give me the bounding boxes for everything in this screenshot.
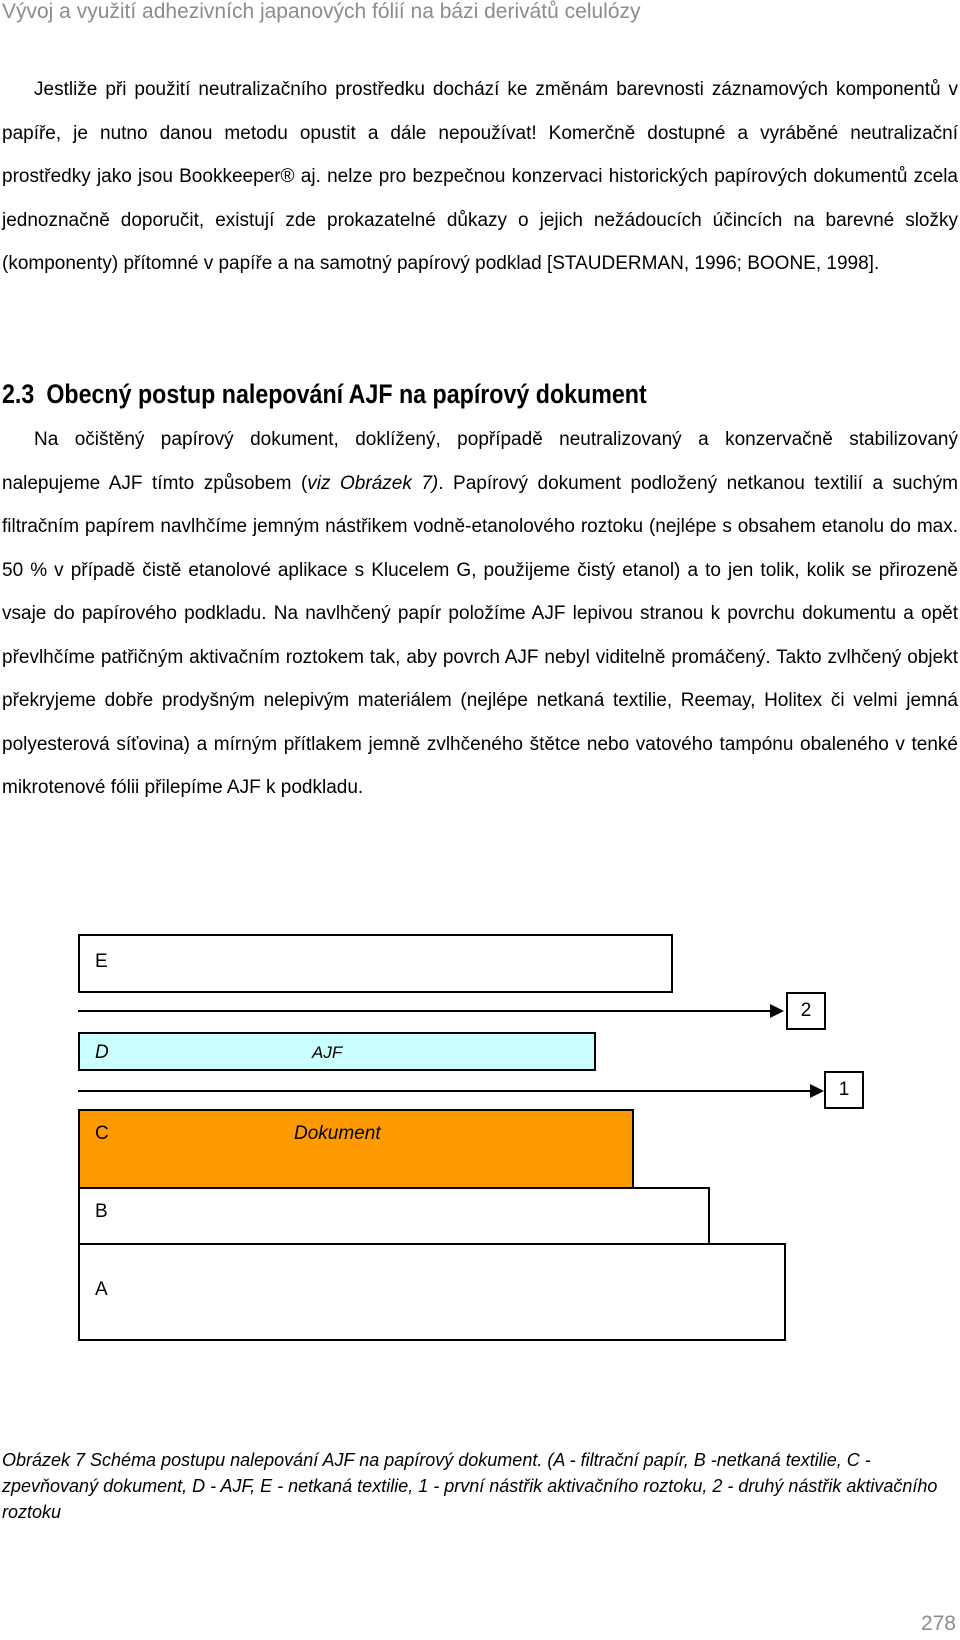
spray-arrow-1-head: [810, 1084, 824, 1098]
layer-b-letter: B: [95, 1201, 108, 1222]
paragraph-procedure: [2, 418, 958, 810]
layer-c-letter: C: [95, 1123, 109, 1144]
layer-c-name: Dokument: [294, 1123, 381, 1144]
spray-arrow-2-head: [770, 1004, 784, 1018]
spray-arrow-2-line: [78, 1010, 770, 1012]
layer-a-filter-paper: [78, 1243, 786, 1341]
layer-d-name: AJF: [312, 1043, 343, 1062]
step-1-box: 1: [824, 1071, 864, 1109]
section-heading: [2, 375, 647, 413]
layer-b-nonwoven: [78, 1187, 710, 1245]
page-number: 278: [920, 1612, 956, 1635]
section-number: 2.3: [2, 379, 35, 409]
procedure-text-rest: . Papírový dokument podložený netkanou textilií a suchým filtračním papírem navlhčíme jemným nástřikem vodně-etanolového roztoku (nejlépe s obsahem etanolu do max. 50 % v případě čistě etanolové aplikace s Klucelem G, použijeme čistý etanol) a to jen tolik, kolik se přirozeně vsaje do papírového podkladu. Na navlhčený papír položíme AJF lepivou stranou k povrchu dokumentu a opět převlhčíme patřičným aktivačním roztokem tak, aby povrch AJF nebyl viditelně promáčený. Takto zvlhčený objekt překryjeme dobře prodyšným nelepivým materiálem (nejlépe netkaná textilie, Reemay, Holitex či velmi jemná polyesterová síťovina) a mírným přítlakem jemně zvlhčeného štětce nebo vatového tampónu obaleného v tenké mikrotenové fólii přilepíme AJF k podkladu.: [2, 472, 958, 798]
layer-e-letter: E: [95, 951, 108, 972]
step-2-box: 2: [786, 992, 826, 1030]
layer-a-letter: A: [95, 1279, 108, 1300]
layer-d-letter: D: [95, 1042, 109, 1063]
figure-caption: Obrázek 7 Schéma postupu nalepování AJF na papírový dokument. (A - filtrační papír, B -netkaná textilie, C - zpevňovaný dokument, D - AJF, E - netkaná textilie, 1 - první nástřik aktivačního roztoku, 2 - druhý nástřik aktivačního roztoku: [2, 1450, 938, 1522]
layer-d-ajf: [78, 1032, 596, 1071]
layer-diagram: [0, 925, 960, 1355]
paragraph-neutralization: Jestliže při použití neutralizačního prostředku dochází ke změnám barevnosti záznamových komponentů v papíře, je nutno danou metodu opustit a dále nepoužívat! Komerčně dostupné a vyráběné neutralizační prostředky jako jsou Bookkeeper® aj. nelze pro bezpečnou konzervaci historických papírových dokumentů zcela jednoznačně doporučit, existují zde prokazatelné důkazy o jejich nežádoucích účincích na barevné složky (komponenty) přítomné v papíře a na samotný papírový podklad [STAUDERMAN, 1996; BOONE, 1998].: [2, 79, 958, 274]
layer-e-nonwoven: [78, 934, 673, 993]
section-title: Obecný postup nalepování AJF na papírový dokument: [46, 379, 647, 409]
layer-c-document: [78, 1109, 634, 1189]
figure-reference: viz Obrázek 7): [307, 472, 439, 494]
procedure-text-start: Na očištěný papírový dokument, doklížený, popřípadě neutralizovaný a konzervačně stabilizovaný nalepujeme AJF tímto způsobem (: [2, 429, 958, 494]
running-header: Vývoj a využití adhezivních japanových fólií na bázi derivátů celulózy: [2, 0, 641, 23]
spray-arrow-1-line: [78, 1090, 810, 1092]
